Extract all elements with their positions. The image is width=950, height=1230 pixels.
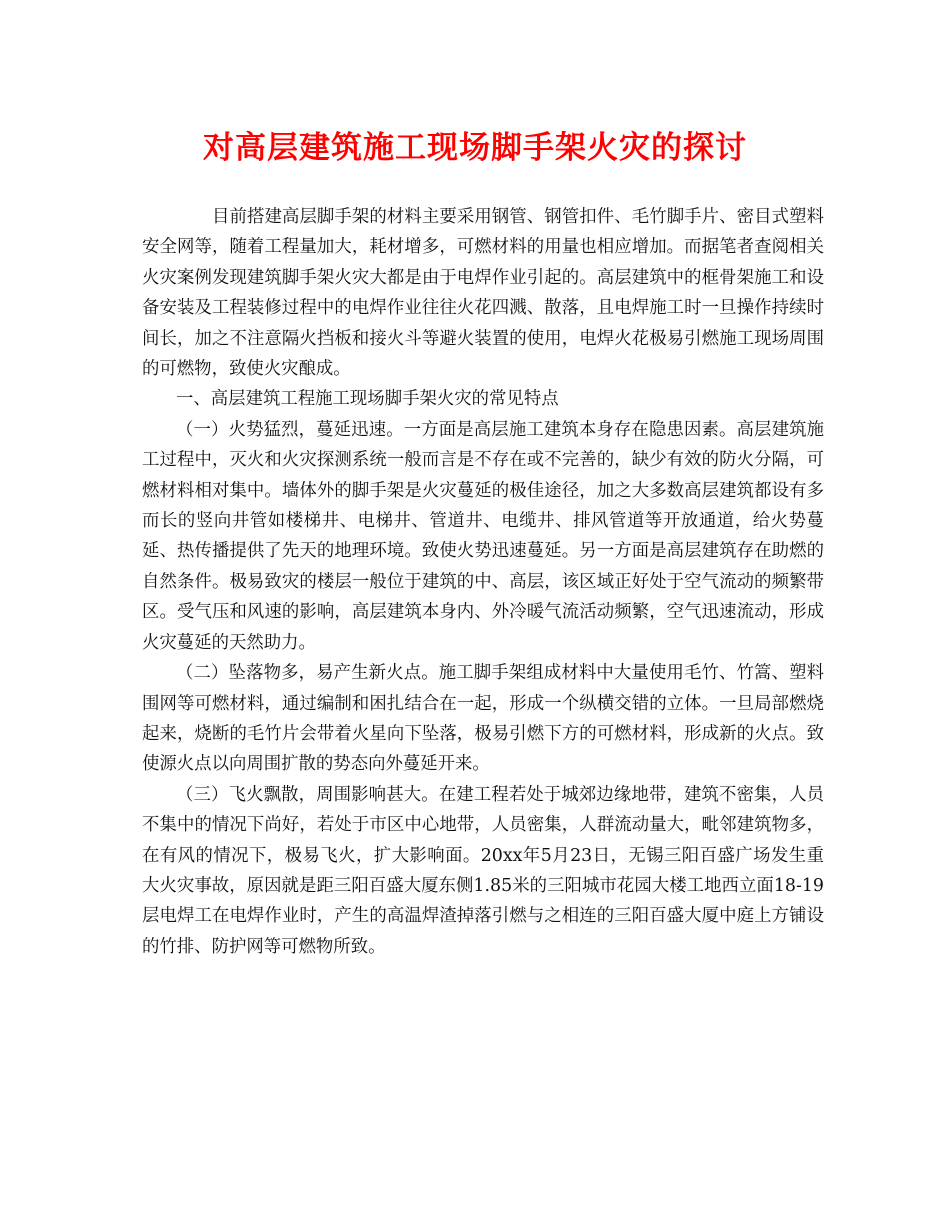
- paragraph-point-2: （二）坠落物多，易产生新火点。施工脚手架组成材料中大量使用毛竹、竹篙、塑料围网等可燃材料，通过编制和困扎结合在一起，形成一个纵横交错的立体。一旦局部燃烧起来，烧断的毛竹片会带着火星向下坠落，极易引燃下方的可燃材料，形成新的火点。致使源火点以向周围扩散的势态向外蔓延开来。: [142, 663, 824, 775]
- paragraph-intro: 目前搭建高层脚手架的材料主要采用钢管、钢管扣件、毛竹脚手片、密目式塑料安全网等，随着工程量加大，耗材增多，可燃材料的用量也相应增加。而据笔者查阅相关火灾案例发现建筑脚手架火灾大都是由于电焊作业引起的。高层建筑中的框骨架施工和设备安装及工程装修过程中的电焊作业往往火花四溅、散落，且电焊施工时一旦操作持续时间长，加之不注意隔火挡板和接火斗等避火装置的使用，电焊火花极易引燃施工现场周围的可燃物，致使火灾酿成。: [142, 207, 824, 380]
- paragraph-point-3: （三）飞火飘散，周围影响甚大。在建工程若处于城郊边缘地带，建筑不密集，人员不集中的情况下尚好，若处于市区中心地带，人员密集，人群流动量大，毗邻建筑物多，在有风的情况下，极易飞火，扩大影响面。20xx年5月23日，无锡三阳百盛广场发生重大火灾事故，原因就是距三阳百盛大厦东侧1.85米的三阳城市花园大楼工地西立面18-19层电焊工在电焊作业时，产生的高温焊渣掉落引燃与之相连的三阳百盛大厦中庭上方铺设的竹排、防护网等可燃物所致。: [142, 784, 824, 957]
- paragraph-point-1: （一）火势猛烈，蔓延迅速。一方面是高层施工建筑本身存在隐患因素。高层建筑施工过程中，灭火和火灾探测系统一般而言是不存在或不完善的，缺少有效的防火分隔，可燃材料相对集中。墙体外的脚手架是火灾蔓延的极佳途径，加之大多数高层建筑都设有多而长的竖向井管如楼梯井、电梯井、管道井、电缆井、排风管道等开放通道，给火势蔓延、热传播提供了先天的地理环境。致使火势迅速蔓延。另一方面是高层建筑存在助燃的自然条件。极易致灾的楼层一般位于建筑的中、高层，该区域正好处于空气流动的频繁带区。受气压和风速的影响，高层建筑本身内、外冷暖气流活动频繁，空气迅速流动，形成火灾蔓延的天然助力。: [142, 419, 824, 653]
- section-heading-1: 一、高层建筑工程施工现场脚手架火灾的常见特点: [176, 389, 559, 410]
- document-title: 对高层建筑施工现场脚手架火灾的探讨: [203, 130, 747, 166]
- document-body: [142, 202, 824, 962]
